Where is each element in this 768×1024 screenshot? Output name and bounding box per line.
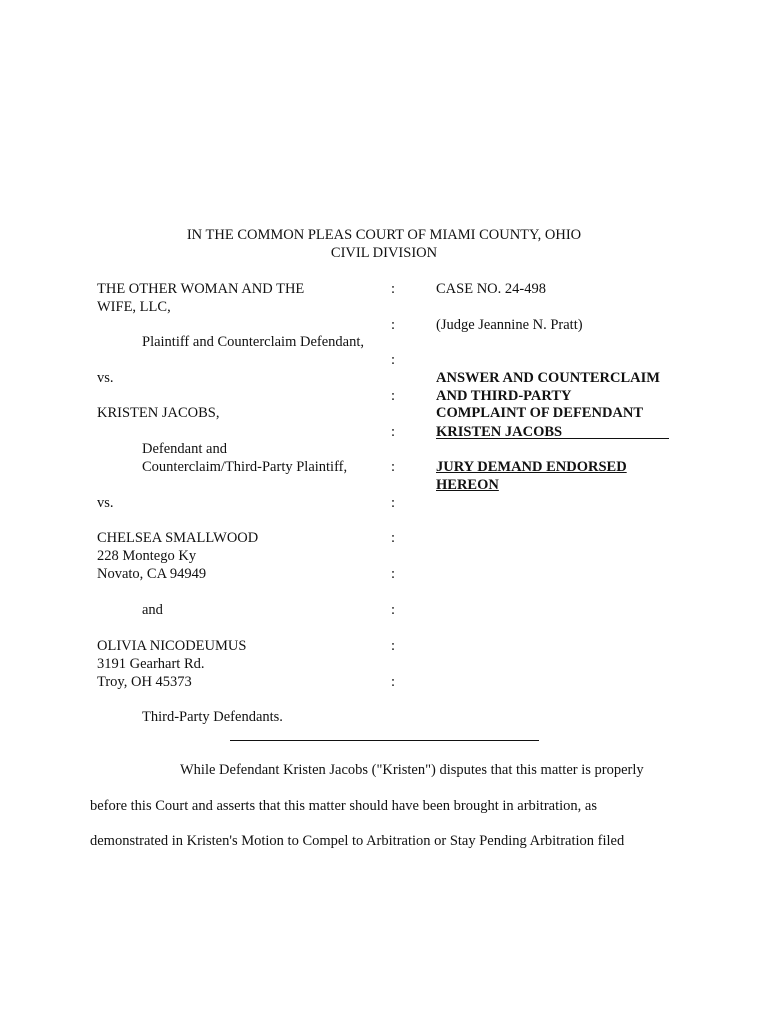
defendant-name: KRISTEN JACOBS, [97, 405, 220, 421]
third-party-1-address-line1: 228 Montego Ky [97, 548, 197, 564]
versus-1: vs. [97, 370, 114, 386]
third-party-role: Third-Party Defendants. [142, 709, 283, 725]
plaintiff-role: Plaintiff and Counterclaim Defendant, [142, 334, 365, 350]
caption-colon: : [391, 317, 396, 333]
caption-colon: : [391, 459, 396, 475]
body-line-2: before this Court and asserts that this matter should have been brought in arbitration, as [90, 798, 597, 814]
case-number: CASE NO. 24-498 [436, 281, 546, 297]
third-party-1-name: CHELSEA SMALLWOOD [97, 530, 259, 546]
caption-separator [230, 740, 539, 741]
caption-colon: : [391, 388, 396, 404]
jury-demand-line1: JURY DEMAND ENDORSED [436, 459, 627, 475]
title-underline [436, 438, 669, 439]
document-title-line1: ANSWER AND COUNTERCLAIM [436, 370, 660, 386]
plaintiff-name-line2: WIFE, LLC, [97, 299, 171, 315]
third-party-2-name: OLIVIA NICODEUMUS [97, 638, 247, 654]
versus-2: vs. [97, 495, 114, 511]
caption-colon: : [391, 602, 396, 618]
third-party-1-address-line2: Novato, CA 94949 [97, 566, 207, 582]
third-party-2-address-line1: 3191 Gearhart Rd. [97, 656, 205, 672]
body-line-3: demonstrated in Kristen's Motion to Compel to Arbitration or Stay Pending Arbitration filed [90, 833, 625, 849]
caption-colon: : [391, 638, 396, 654]
caption-colon: : [391, 281, 396, 297]
judge-name: (Judge Jeannine N. Pratt) [436, 317, 583, 333]
caption-colon: : [391, 530, 396, 546]
document-title-line3: COMPLAINT OF DEFENDANT [436, 405, 644, 421]
document-title-line2: AND THIRD-PARTY [436, 388, 572, 404]
plaintiff-name-line1: THE OTHER WOMAN AND THE [97, 281, 305, 297]
and-connector: and [142, 602, 163, 618]
body-line-1: While Defendant Kristen Jacobs ("Kristen") disputes that this matter is properly [180, 762, 644, 778]
caption-colon: : [391, 352, 396, 368]
caption-colon: : [391, 495, 396, 511]
caption-colon: : [391, 566, 396, 582]
jury-demand-line2: HEREON [436, 477, 499, 493]
division-heading: CIVIL DIVISION [330, 245, 438, 261]
caption-colon: : [391, 674, 396, 690]
document-title-line4: KRISTEN JACOBS [436, 424, 563, 440]
court-heading: IN THE COMMON PLEAS COURT OF MIAMI COUNTY, OHIO [186, 227, 582, 243]
defendant-role-line1: Defendant and [142, 441, 227, 457]
caption-colon: : [391, 424, 396, 440]
third-party-2-address-line2: Troy, OH 45373 [97, 674, 192, 690]
defendant-role-line2: Counterclaim/Third-Party Plaintiff, [142, 459, 348, 475]
